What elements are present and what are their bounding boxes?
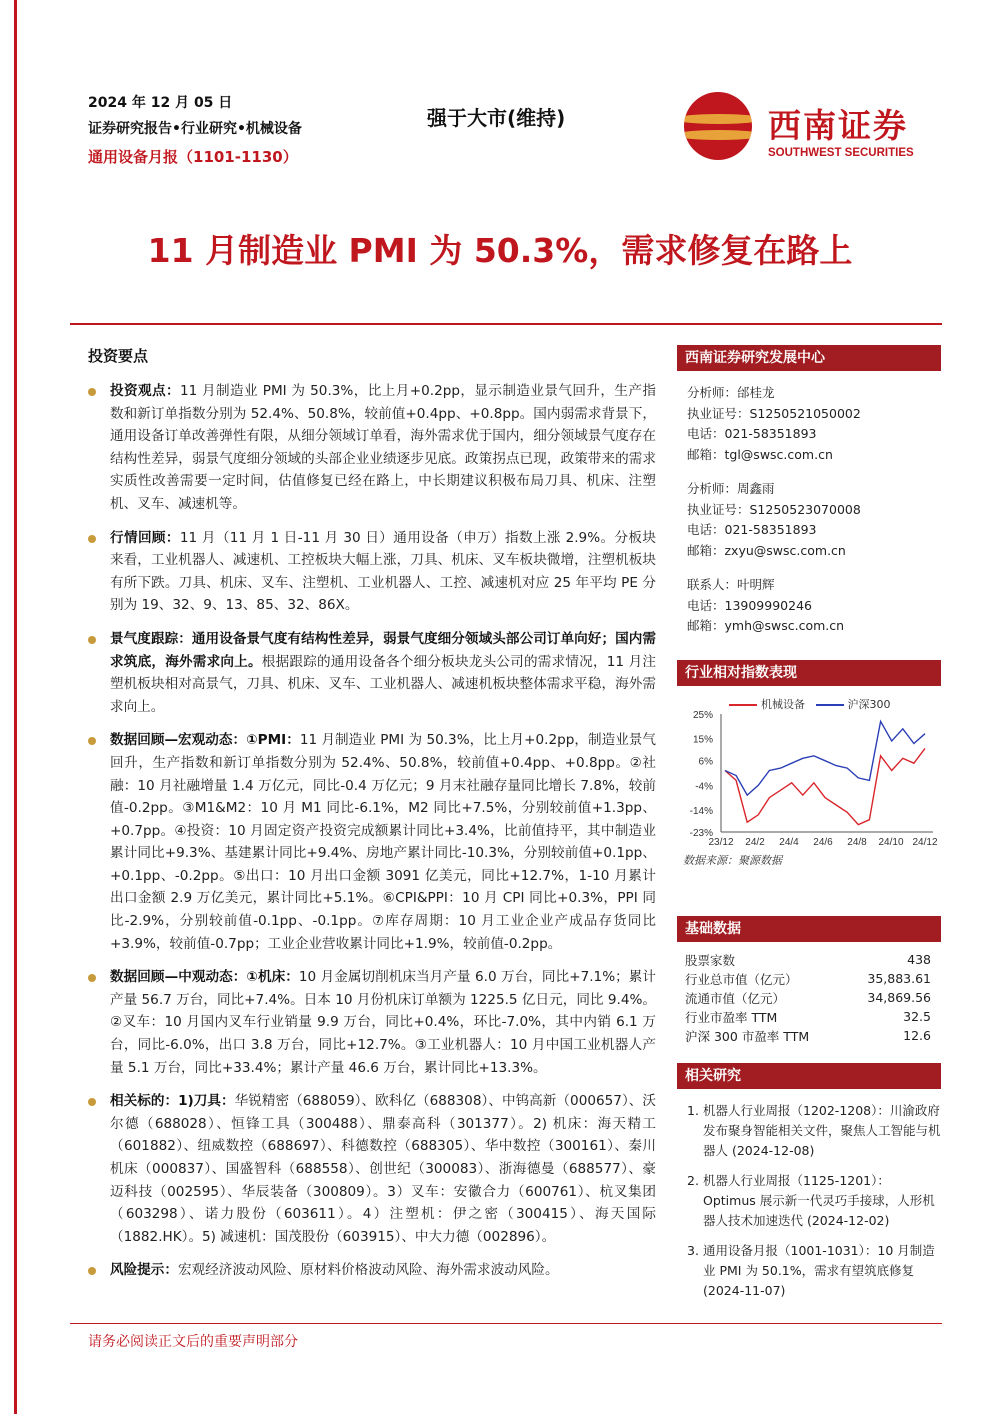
contact-line: 电话：13909990246	[687, 597, 812, 613]
legend-label-series2: 沪深300	[847, 698, 891, 711]
bullet-icon	[88, 388, 96, 396]
summary-paragraph	[88, 380, 656, 516]
related-research-heading: 相关研究	[677, 1063, 941, 1089]
y-tick-label: 25%	[692, 710, 713, 721]
table-row	[677, 969, 941, 988]
row-value: 32.5	[903, 1009, 931, 1024]
x-tick-label: 23/12	[708, 837, 734, 848]
row-value: 12.6	[903, 1028, 931, 1043]
legend-swatch-series2	[816, 704, 844, 706]
paragraph-lead: 风险提示：	[110, 1262, 178, 1279]
table-row	[677, 1007, 941, 1026]
company-logo	[682, 92, 932, 168]
basic-data-heading: 基础数据	[677, 916, 941, 942]
top-divider	[70, 323, 942, 325]
bullet-icon	[88, 1098, 96, 1106]
item-text: 机器人行业周报（1125-1201）：Optimus 展示新一代灵巧手接球，人形机器人技术加速迭代 (2024-12-02)	[703, 1173, 935, 1228]
bullet-icon	[88, 974, 96, 982]
list-item	[687, 1171, 941, 1231]
paragraph-text: 11 月制造业 PMI 为 50.3%，比上月+0.2pp，制造业景气回升，生产指数和新订单指数分别为 52.4%、50.8%，较前值+0.4pp、+0.8pp。②社融：10 月社融增量 1.4 万亿元，同比-0.4 万亿元；9 月末社融存量同比增长 7.8%，较前值-0.2pp。③M1&M2：10 月 M1 同比-6.1%，M2 同比+7.5%，分别较前值+1.3pp、+0.7pp。④投资：10 月固定资产投资完成额累计同比+3.4%，比前值持平，其中制造业累计同比+9.3%、基建累计同比+9.4%、房地产累计同比-10.3%，分别较前值+0.1pp、+0.1pp、-0.2pp。⑤出口：10 月出口金额 3091 亿美元，同比+12.7%，1-10 月累计出口金额 2.9 万亿美元，累计同比+5.1%。⑥CPI&PPI：10 月 CPI 同比+0.3%，PPI 同比-2.9%，分别较前值-0.1pp、-0.1pp。⑦库存周期：10 月工业企业产成品存货同比+3.9%，较前值-0.7pp；工业企业营收累计同比+1.9%，较前值-0.2pp。	[110, 732, 657, 952]
contact-line: 联系人：叶明辉	[687, 577, 775, 592]
page-title: 11 月制造业 PMI 为 50.3%，需求修复在路上	[147, 231, 853, 270]
paragraph-text: 根据跟踪的通用设备各个细分板块龙头公司的需求情况，11 月注塑机板块相对高景气，刀具、机床、叉车、工业机器人、减速机板块整体需求平稳，海外需求向上。	[110, 653, 656, 715]
paragraph-text: 10 月金属切削机床当月产量 6.0 万台，同比+7.1%；累计产量 56.7 万台，同比+7.4%。日本 10 月份机床订单额为 1225.5 亿日元，同比 9.4%。②叉车：10 月国内叉车行业销量 9.9 万台，同比+0.4%，环比-7.0%，其中内销 6.1 万台，同比-6.0%，出口 3.8 万台，同比+12.7%。③工业机器人：10 月中国工业机器人产量 5.1 万台，同比+33.4%；累计产量 46.6 万台，累计同比+13.3%。	[110, 969, 656, 1076]
y-tick-label: -14%	[689, 805, 713, 817]
summary-paragraph	[88, 729, 656, 955]
table-row	[677, 988, 941, 1007]
paragraph-lead: 数据回顾—中观动态：①机床：	[110, 969, 299, 986]
chart-source: 数据来源：聚源数据	[683, 854, 782, 867]
y-tick-label: -4%	[695, 781, 713, 793]
index-line-chart	[677, 708, 941, 848]
item-number: 2.	[687, 1173, 699, 1188]
bullet-icon	[88, 737, 96, 745]
summary-paragraph	[88, 1090, 656, 1248]
paragraph-lead: 数据回顾—宏观动态：①PMI：	[110, 732, 300, 749]
contact-line: 电话：021-58351893	[687, 426, 817, 441]
logo-en-text: SOUTHWEST SECURITIES	[768, 147, 914, 159]
rating: 强于大市(维持)	[427, 106, 566, 130]
paragraph-lead: 投资观点：	[110, 383, 180, 399]
paragraph-text: 11 月制造业 PMI 为 50.3%，比上月+0.2pp，显示制造业景气回升，生产指数和新订单指数分别为 52.4%、50.8%，较前值+0.4pp、+0.8pp。国内弱需求背景下，通用设备订单改善弹性有限，从细分领域订单看，海外需求优于国内，细分领域景气度存在结构性差异，弱景气度细分领域的头部企业业绩逐步见底。政策拐点已现，政策带来的需求实质性改善需要一定时间，估值修复已经在路上，中长期建议积极布局刀具、机床、注塑机、叉车、减速机等。	[110, 383, 656, 512]
legend-swatch-series1	[729, 704, 757, 706]
row-value: 438	[907, 952, 931, 967]
x-tick-label: 24/4	[779, 837, 799, 848]
contact-line: 电话：021-58351893	[687, 522, 817, 537]
row-label: 流通市值（亿元）	[685, 990, 786, 1006]
item-number: 1.	[687, 1103, 699, 1118]
report-name: 通用设备月报（1101-1130）	[88, 148, 298, 166]
row-label: 行业总市值（亿元）	[685, 971, 798, 987]
contact-line: 分析师：周鑫雨	[687, 481, 775, 496]
logo-emblem-icon	[684, 92, 752, 160]
summary-section	[88, 345, 656, 1293]
contact-line: 分析师：邰桂龙	[687, 385, 775, 400]
row-label: 沪深 300 市盈率 TTM	[685, 1028, 810, 1044]
summary-paragraph	[88, 1259, 656, 1282]
report-category: 证券研究报告•行业研究•机械设备	[88, 121, 302, 137]
summary-paragraph	[88, 628, 656, 718]
paragraph-text: 华锐精密（688059）、欧科亿（688308）、中钨高新（000657）、沃尔德（688028）、恒锋工具（300488）、鼎泰高科（301377）。2) 机床：海天精工（601882）、纽威数控（688697）、科德数控（688305）、华中数控（300161）、秦川机床（000837）、国盛智科（688558）、创世纪（300083）、浙海德曼（688577）、豪迈科技（002595）、华辰装备（300809）。3）叉车：安徽合力（600761）、杭叉集团（603298）、诺力股份（603611）。4）注塑机：伊之密（300415）、海天国际（1882.HK）。5) 减速机：国茂股份（603915）、中大力德（002896）。	[110, 1093, 656, 1245]
paragraph-lead: 相关标的：1)刀具：	[110, 1093, 235, 1110]
x-tick-label: 24/8	[847, 837, 867, 848]
contact-line: 邮箱：tgl@swsc.com.cn	[687, 446, 833, 462]
index-chart-section	[677, 660, 941, 867]
y-tick-label: 6%	[698, 756, 713, 768]
summary-heading: 投资要点	[88, 347, 149, 365]
spacer	[687, 561, 941, 575]
left-border-line	[14, 0, 17, 1414]
row-label: 行业市盈率 TTM	[685, 1009, 778, 1025]
series-line-1	[725, 748, 925, 824]
paragraph-text: 宏观经济波动风险、原材料价格波动风险、海外需求波动风险。	[177, 1262, 559, 1279]
x-tick-label: 24/12	[912, 837, 938, 848]
contact-line: 邮箱：ymh@swsc.com.cn	[687, 618, 845, 633]
table-row	[677, 950, 941, 969]
contact-line: 执业证号：S1250521050002	[687, 405, 861, 421]
x-tick-label: 24/10	[878, 837, 904, 848]
related-research-list	[677, 1101, 941, 1301]
list-item	[687, 1101, 941, 1161]
paragraph-lead: 景气度跟踪：通用设备景气度有结构性差异，弱景气度细分领域头部公司订单向好；国内需求筑底，海外需求向上。	[110, 630, 656, 670]
row-value: 35,883.61	[867, 971, 931, 986]
analyst-contacts	[677, 383, 941, 637]
sidebar	[677, 345, 941, 1298]
row-value: 34,869.56	[867, 990, 931, 1005]
basic-data-table	[677, 950, 941, 1045]
bottom-divider	[70, 1323, 942, 1324]
logo-cn-text: 西南证券	[768, 106, 908, 145]
footer-disclaimer: 请务必阅读正文后的重要声明部分	[88, 1334, 298, 1350]
basic-data-section	[677, 916, 941, 1045]
research-center-heading: 西南证券研究发展中心	[677, 345, 941, 371]
series-line-2	[725, 721, 925, 795]
summary-paragraph	[88, 966, 656, 1079]
paragraph-lead: 行情回顾：	[110, 529, 180, 546]
bullet-icon	[88, 535, 96, 543]
summary-paragraph	[88, 527, 656, 617]
x-tick-label: 24/6	[813, 837, 833, 848]
legend-label-series1: 机械设备	[761, 698, 805, 711]
contact-line: 邮箱：zxyu@swsc.com.cn	[687, 542, 846, 558]
table-row	[677, 1026, 941, 1045]
y-tick-label: -23%	[689, 828, 713, 839]
list-item	[687, 1241, 941, 1301]
item-text: 通用设备月报（1001-1031）：10 月制造业 PMI 为 50.1%，需求有望筑底修复 (2024-11-07)	[703, 1243, 935, 1298]
summary-paragraphs	[88, 380, 656, 1282]
chart-heading: 行业相对指数表现	[677, 660, 941, 686]
related-research-section	[677, 1063, 941, 1311]
paragraph-text: 11 月（11 月 1 日-11 月 30 日）通用设备（申万）指数上涨 2.9%。分板块来看，工业机器人、减速机、工控板块大幅上涨，刀具、机床、叉车板块微增，注塑机板块有所下跌。刀具、机床、叉车、注塑机、工业机器人、工控、减速机对应 25 年平均 PE 分别为 19、32、9、13、85、32、86X。	[110, 529, 657, 614]
bullet-icon	[88, 1267, 96, 1275]
spacer	[687, 465, 941, 479]
item-text: 机器人行业周报（1202-1208）：川渝政府发布聚身智能相关文件，聚焦人工智能与机器人 (2024-12-08)	[703, 1103, 941, 1158]
contact-line: 执业证号：S1250523070008	[687, 501, 861, 517]
item-number: 3.	[687, 1243, 699, 1258]
report-date: 2024 年 12 月 05 日	[88, 95, 233, 111]
row-label: 股票家数	[685, 952, 736, 968]
bullet-icon	[88, 636, 96, 644]
x-tick-label: 24/2	[745, 837, 765, 848]
y-tick-label: 15%	[692, 734, 713, 746]
